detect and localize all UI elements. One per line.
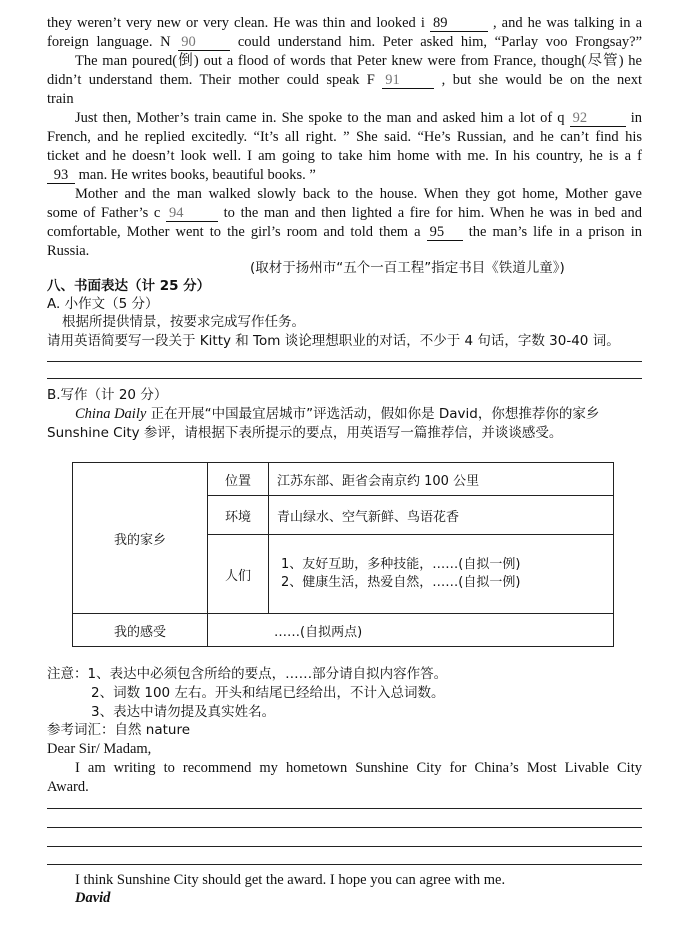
passage-line-2	[47, 33, 642, 51]
answer-line[interactable]	[47, 378, 642, 379]
passage-line-4	[47, 71, 642, 89]
part-b-title: B.写作（计 20 分）	[47, 387, 168, 403]
newspaper-name: China Daily	[75, 406, 147, 422]
feeling-value: ……(自拟两点)	[208, 614, 614, 647]
location-value: 江苏东部、距省会南京约 100 公里	[269, 463, 614, 496]
passage-line-5: train	[47, 91, 74, 107]
text: could understand him. Peter asked him, “Parlay voo Frongsay?”	[237, 34, 643, 50]
blank-95[interactable]: 95	[427, 225, 463, 241]
answer-line[interactable]	[47, 808, 642, 809]
environment-value: 青山绿水、空气新鲜、鸟语花香	[269, 496, 614, 535]
answer-line[interactable]	[47, 846, 642, 847]
text: foreign language. N	[47, 34, 171, 50]
part-a-title: A. 小作文（5 分）	[47, 296, 159, 312]
people-point-2: 2、健康生活，热爱自然，……(自拟一例)	[281, 575, 521, 590]
passage-line-10: Mother and the man walked slowly back to the house. When they got home, Mother gave	[75, 186, 642, 202]
hometown-table	[72, 462, 614, 647]
text: , but she would be on the next	[441, 72, 643, 88]
text: , and he was talking in a	[492, 15, 643, 31]
letter-signature: David	[75, 890, 111, 906]
people-label: 人们	[208, 535, 269, 614]
section-heading: 八、书面表达（计 25 分）	[47, 278, 211, 294]
passage-line-3: The man poured(倒) out a flood of words that Peter knew were from France, though(尽管) he	[75, 53, 642, 69]
people-point-1: 1、友好互助，多种技能，……(自拟一例)	[281, 557, 521, 572]
source-note: (取材于扬州市“五个一百工程”指定书目《铁道儿童》)	[250, 260, 565, 276]
part-a-instruction-2: 请用英语简要写一段关于 Kitty 和 Tom 谈论理想职业的对话，不少于 4 句话，字数 30-40 词。	[47, 333, 620, 349]
part-a-instruction-1: 根据所提供情景，按要求完成写作任务。	[62, 314, 305, 330]
answer-line[interactable]	[47, 827, 642, 828]
blank-93[interactable]: 93	[47, 168, 75, 184]
answer-line[interactable]	[47, 864, 642, 865]
passage-line-6	[75, 109, 642, 127]
text: to the man and then lighted a fire for him. When he was in bed and	[223, 205, 642, 221]
passage-line-12	[47, 223, 642, 241]
location-label: 位置	[208, 463, 269, 496]
passage-line-13: Russia.	[47, 243, 90, 259]
table-row	[73, 463, 614, 496]
letter-opening-1: I am writing to recommend my hometown Sunshine City for China’s Most Livable City	[75, 760, 642, 776]
passage-line-11	[47, 204, 642, 222]
part-b-intro-1	[75, 405, 642, 423]
text: didn’t understand them. Their mother could speak F	[47, 72, 375, 88]
text: the man’s life in a prison in	[468, 224, 643, 240]
vocab-hint: 参考词汇：自然 nature	[47, 722, 191, 738]
text: comfortable, Mother went to the girl’s room and told them a	[47, 224, 421, 240]
note-2: 2、词数 100 左右。开头和结尾已经给出，不计入总词数。	[91, 685, 445, 701]
blank-89[interactable]: 89	[430, 16, 488, 32]
answer-line[interactable]	[47, 361, 642, 362]
feeling-label: 我的感受	[73, 614, 208, 647]
blank-90[interactable]: 90	[178, 35, 230, 51]
passage-line-9	[47, 166, 642, 184]
part-b-intro-2: Sunshine City 参评，请根据下表所提示的要点，用英语写一篇推荐信，并谈谈感受。	[47, 425, 563, 441]
letter-closing: I think Sunshine City should get the award. I hope you can agree with me.	[75, 872, 506, 888]
blank-91[interactable]: 91	[382, 73, 434, 89]
hometown-cell: 我的家乡	[73, 463, 208, 614]
text: some of Father’s c	[47, 205, 161, 221]
text: they weren’t very new or very clean. He was thin and looked i	[47, 15, 425, 31]
text: 正在开展“中国最宜居城市”评选活动，假如你是 David，你想推荐你的家乡	[146, 406, 600, 422]
note-1: 注意：1、表达中必须包含所给的要点，……部分请自拟内容作答。	[47, 666, 448, 682]
people-values	[269, 535, 614, 614]
passage-line-1	[47, 14, 642, 32]
table-row	[73, 614, 614, 647]
text: man. He writes books, beautiful books. ”	[78, 167, 316, 183]
letter-salutation: Dear Sir/ Madam,	[47, 741, 152, 757]
letter-opening-2: Award.	[47, 779, 89, 795]
blank-94[interactable]: 94	[166, 206, 218, 222]
text: Just then, Mother’s train came in. She spoke to the man and asked him a lot of q	[75, 110, 565, 126]
text: in	[630, 110, 642, 126]
environment-label: 环境	[208, 496, 269, 535]
passage-line-8: ticket and he doesn’t look well. I am going to take him home with me. In his country, he is a f	[47, 148, 642, 164]
note-3: 3、表达中请勿提及真实姓名。	[91, 704, 276, 720]
passage-line-7: French, and he replied excitedly. “It’s all right. ” She said. “He’s Russian, and he can’t find his	[47, 129, 642, 145]
blank-92[interactable]: 92	[570, 111, 626, 127]
